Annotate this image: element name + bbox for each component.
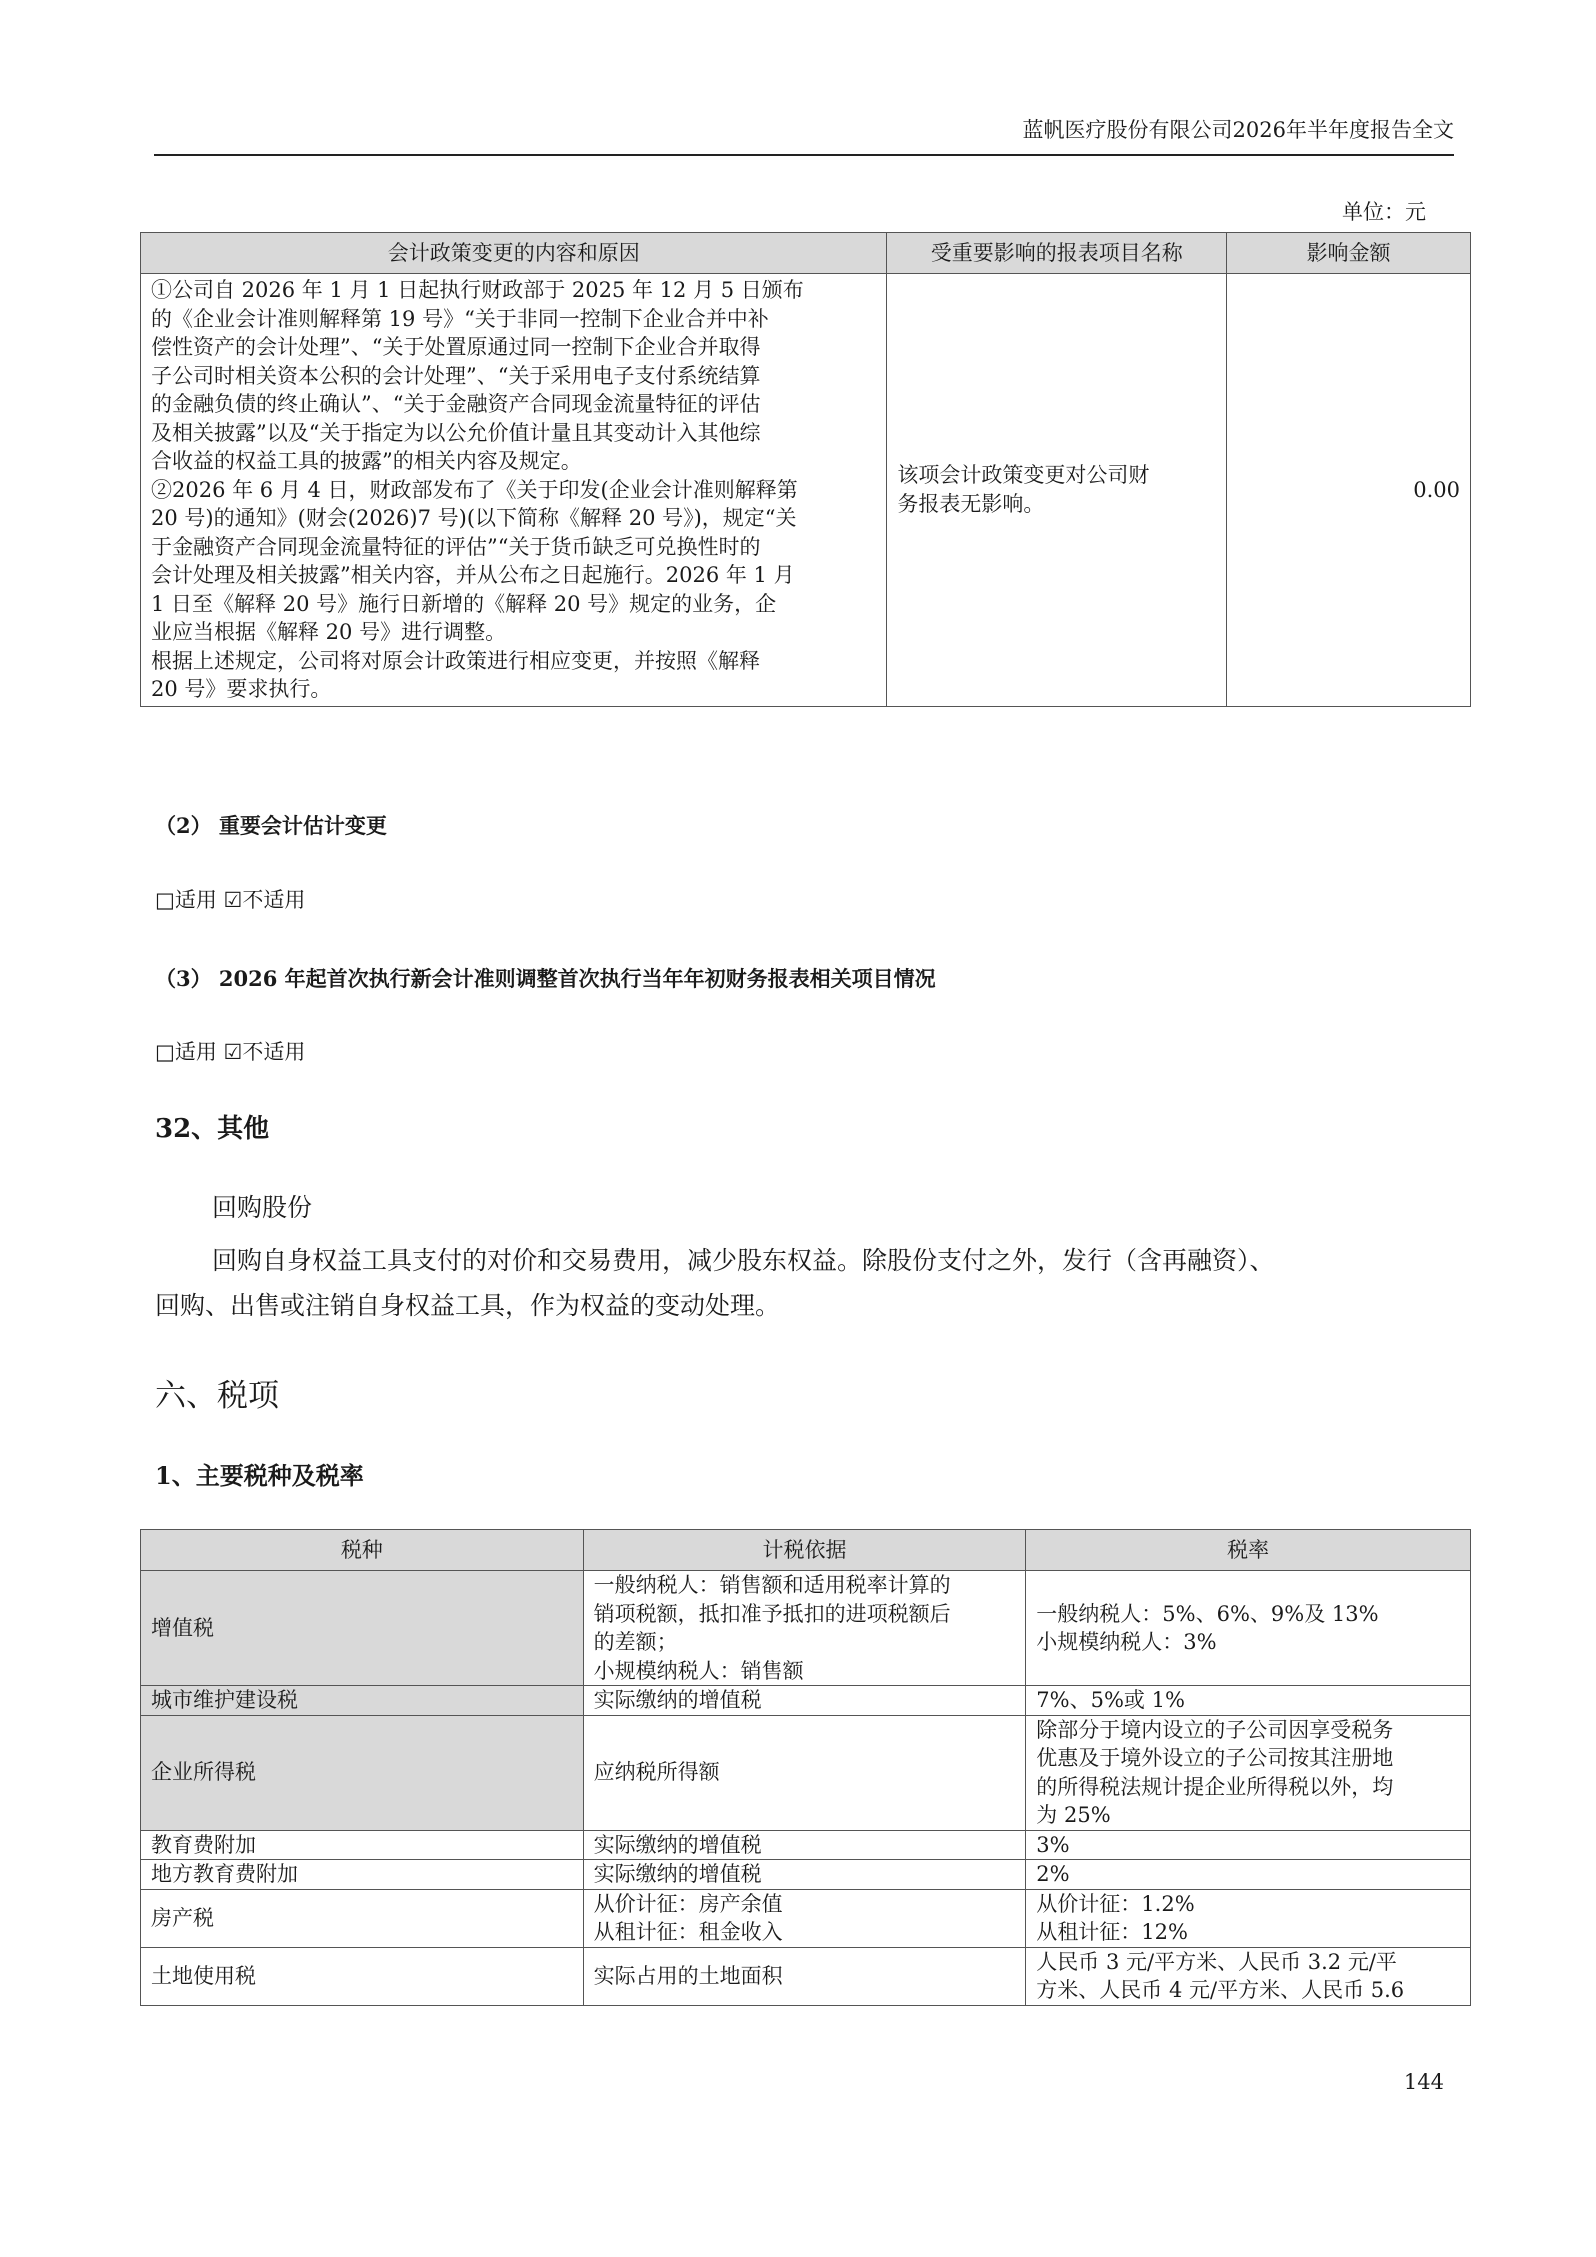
table-row [141, 1830, 1471, 1860]
tax-name-cell: 增值税 [141, 1571, 584, 1686]
tax-basis-cell [583, 1947, 1026, 2005]
cell-line: 7%、5%或 1% [1036, 1688, 1185, 1712]
header-cell: 税种 [141, 1530, 584, 1571]
policy-line: 偿性资产的会计处理”、“关于处置原通过同一控制下企业合并取得 [151, 335, 761, 359]
cell-line: 优惠及于境外设立的子公司按其注册地 [1036, 1746, 1394, 1770]
header-cell: 会计政策变更的内容和原因 [141, 233, 887, 274]
cell-line: 人民币 3 元/平方米、人民币 3.2 元/平 [1036, 1949, 1397, 1974]
policy-line: 及相关披露”以及“关于指定为以公允价值计量且其变动计入其他综 [151, 420, 761, 445]
header-cell: 计税依据 [583, 1530, 1026, 1571]
tax-basis-cell [583, 1686, 1026, 1716]
table-row [141, 1947, 1471, 2005]
tax-name-cell: 地方教育费附加 [141, 1860, 584, 1890]
table-row [141, 1889, 1471, 1947]
cell-line: 从价计征：房产余值 [593, 1891, 783, 1916]
paragraph-line: 回购自身权益工具支付的对价和交易费用，减少股东权益。除股份支付之外，发行（含再融资）、 [212, 1246, 1275, 1275]
header-cell: 影响金额 [1227, 233, 1471, 274]
cell-line: 实际缴纳的增值税 [593, 1688, 762, 1712]
policy-line: 20 号》要求执行。 [151, 677, 332, 701]
tax-rate-cell [1026, 1889, 1471, 1947]
unit-label: 单位：元 [1342, 200, 1426, 224]
cell-line: 小规模纳税人：3% [1036, 1630, 1217, 1654]
tax-rate-cell [1026, 1715, 1471, 1830]
tax-rate-cell [1026, 1686, 1471, 1716]
table-row [141, 1686, 1471, 1716]
tax-basis-cell [583, 1860, 1026, 1890]
cell-line: 的所得税法规计提企业所得税以外，均 [1036, 1774, 1394, 1799]
cell-line: 3% [1036, 1832, 1070, 1857]
cell-line: 实际缴纳的增值税 [593, 1832, 762, 1857]
cell-line: 从租计征：租金收入 [593, 1920, 783, 1944]
cell-line: 实际缴纳的增值税 [593, 1862, 762, 1886]
table-row [141, 1571, 1471, 1686]
tax-name-cell: 房产税 [141, 1889, 584, 1947]
policy-line: ②2026 年 6 月 4 日，财政部发布了《关于印发(企业会计准则解释第 [151, 477, 798, 502]
policy-line: 的《企业会计准则解释第 19 号》“关于非同一控制下企业合并中补 [151, 306, 769, 331]
tax-heading: 六、税项 [155, 1378, 279, 1414]
tax-rate-cell [1026, 1830, 1471, 1860]
cell-line: 小规模纳税人：销售额 [593, 1658, 804, 1683]
cell-line: 除部分于境内设立的子公司因享受税务 [1036, 1717, 1394, 1742]
policy-line: 子公司时相关资本公积的会计处理”、“关于采用电子支付系统结算 [151, 363, 761, 388]
tax-subheading: 1、主要税种及税率 [155, 1461, 364, 1490]
tax-name-cell: 城市维护建设税 [141, 1686, 584, 1716]
section-32-title: 32、其他 [155, 1114, 270, 1144]
affected-items-cell [887, 274, 1227, 707]
amount-cell: 0.00 [1227, 274, 1471, 707]
tax-basis-cell [583, 1830, 1026, 1860]
policy-line: 1 日至《解释 20 号》施行日新增的《解释 20 号》规定的业务，企 [151, 591, 777, 616]
policy-line: 于金融资产合同现金流量特征的评估”“关于货币缺乏可兑换性时的 [151, 534, 761, 559]
affected-line: 务报表无影响。 [897, 491, 1045, 516]
tax-name-cell: 教育费附加 [141, 1830, 584, 1860]
section-3-applicability: □适用 ☑不适用 [155, 1040, 306, 1064]
cell-line: 从租计征：12% [1036, 1920, 1188, 1944]
tax-rate-cell [1026, 1947, 1471, 2005]
tax-name-cell: 土地使用税 [141, 1947, 584, 2005]
tax-rate-cell [1026, 1860, 1471, 1890]
cell-line: 一般纳税人：5%、6%、9%及 13% [1036, 1601, 1379, 1626]
cell-line: 2% [1036, 1862, 1070, 1886]
policy-line: 合收益的权益工具的披露”的相关内容及规定。 [151, 449, 582, 473]
tax-basis-cell [583, 1571, 1026, 1686]
cell-line: 的差额； [593, 1630, 678, 1654]
policy-change-table [140, 232, 1471, 707]
cell-line: 销项税额，抵扣准予抵扣的进项税额后 [593, 1601, 951, 1626]
policy-line: 根据上述规定，公司将对原会计政策进行相应变更，并按照《解释 [151, 648, 760, 673]
policy-line: ①公司自 2026 年 1 月 1 日起执行财政部于 2025 年 12 月 5 日颁布 [151, 278, 804, 302]
cell-line: 为 25% [1036, 1803, 1111, 1827]
tax-basis-cell [583, 1715, 1026, 1830]
affected-line: 该项会计政策变更对公司财 [897, 463, 1150, 488]
table-row [141, 1860, 1471, 1890]
header-title: 蓝帆医疗股份有限公司2026年半年度报告全文 [1022, 118, 1454, 142]
tax-table [140, 1529, 1471, 2006]
section-2-applicability: □适用 ☑不适用 [155, 888, 306, 912]
cell-line: 一般纳税人：销售额和适用税率计算的 [593, 1573, 951, 1597]
policy-line: 会计处理及相关披露”相关内容，并从公布之日起施行。2026 年 1 月 [151, 563, 795, 587]
tax-basis-cell [583, 1889, 1026, 1947]
table-row [141, 1715, 1471, 1830]
page-number: 144 [1403, 2070, 1444, 2094]
policy-line: 20 号)的通知》(财会(2026)7 号)(以下简称《解释 20 号》)，规定“关 [151, 506, 797, 530]
section-3-title: （3） 2026 年起首次执行新会计准则调整首次执行当年年初财务报表相关项目情况 [155, 966, 936, 991]
paragraph-line: 回购、出售或注销自身权益工具，作为权益的变动处理。 [155, 1291, 781, 1320]
tax-name-cell: 企业所得税 [141, 1715, 584, 1830]
cell-line: 从价计征：1.2% [1036, 1891, 1195, 1916]
table-header-row [141, 233, 1471, 274]
policy-line: 业应当根据《解释 20 号》进行调整。 [151, 620, 507, 644]
table-row [141, 274, 1471, 707]
section-2-title: （2） 重要会计估计变更 [155, 813, 387, 838]
policy-content-cell [141, 274, 887, 707]
policy-line: 的金融负债的终止确认”、“关于金融资产合同现金流量特征的评估 [151, 392, 761, 416]
tax-rate-cell [1026, 1571, 1471, 1686]
cell-line: 实际占用的土地面积 [593, 1963, 783, 1988]
header-cell: 受重要影响的报表项目名称 [887, 233, 1227, 274]
table-header-row [141, 1530, 1471, 1571]
header-cell: 税率 [1026, 1530, 1471, 1571]
page-header [154, 110, 1454, 156]
cell-line: 方米、人民币 4 元/平方米、人民币 5.6 [1036, 1978, 1405, 2002]
cell-line: 应纳税所得额 [593, 1760, 720, 1785]
section-32-subtitle: 回购股份 [212, 1193, 313, 1222]
